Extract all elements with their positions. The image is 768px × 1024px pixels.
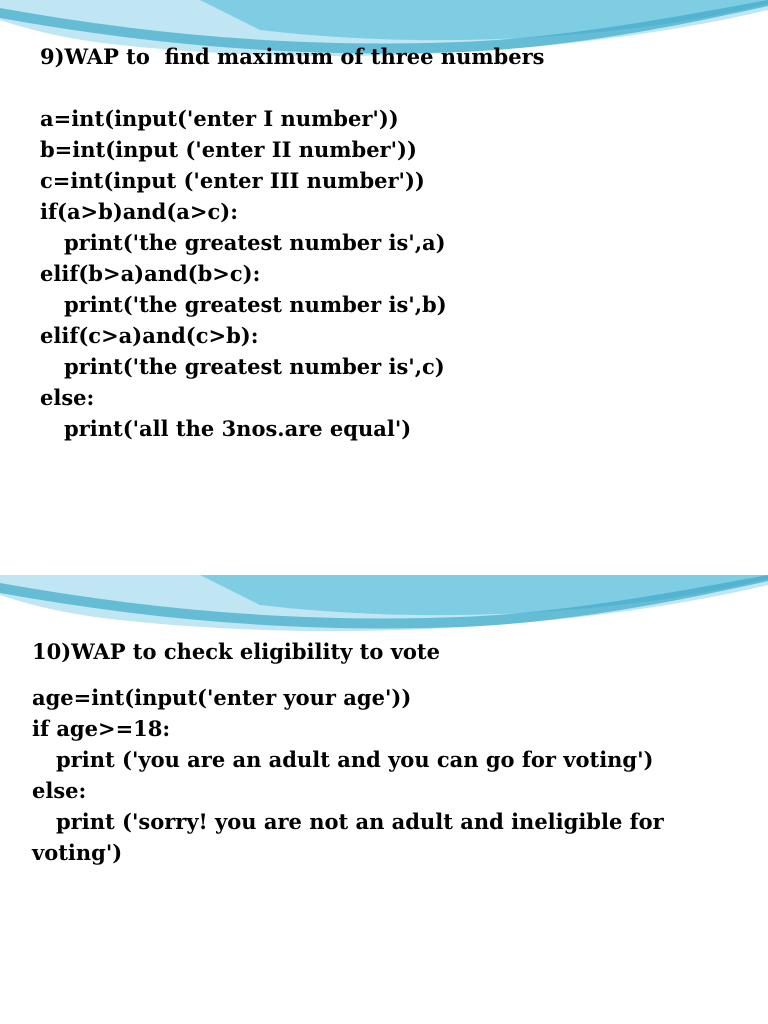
- code-line: b=int(input ('enter II number')): [40, 137, 417, 162]
- code-line: print('the greatest number is',b): [64, 292, 447, 317]
- code-line: elif(b>a)and(b>c):: [40, 261, 261, 286]
- code-line: age=int(input('enter your age')): [32, 685, 412, 710]
- code-line: else:: [40, 385, 95, 410]
- code-line: if(a>b)and(a>c):: [40, 199, 238, 224]
- code-line: voting'): [32, 840, 123, 865]
- code-block: [32, 682, 664, 868]
- code-line: a=int(input('enter I number')): [40, 106, 399, 131]
- code-line: if age>=18:: [32, 716, 171, 741]
- code-block: [40, 103, 447, 444]
- code-line: print ('you are an adult and you can go for voting'): [56, 747, 654, 772]
- code-line: elif(c>a)and(c>b):: [40, 323, 259, 348]
- slide-title: 9)WAP to find maximum of three numbers: [40, 44, 545, 69]
- code-line: c=int(input ('enter III number')): [40, 168, 425, 193]
- code-line: print('the greatest number is',c): [64, 354, 445, 379]
- code-line: print('the greatest number is',a): [64, 230, 446, 255]
- slide-title: 10)WAP to check eligibility to vote: [32, 639, 440, 664]
- code-line: print('all the 3nos.are equal'): [64, 416, 412, 441]
- code-line: else:: [32, 778, 87, 803]
- code-line: print ('sorry! you are not an adult and ineligible for: [56, 809, 664, 834]
- slide-2: [0, 575, 768, 1024]
